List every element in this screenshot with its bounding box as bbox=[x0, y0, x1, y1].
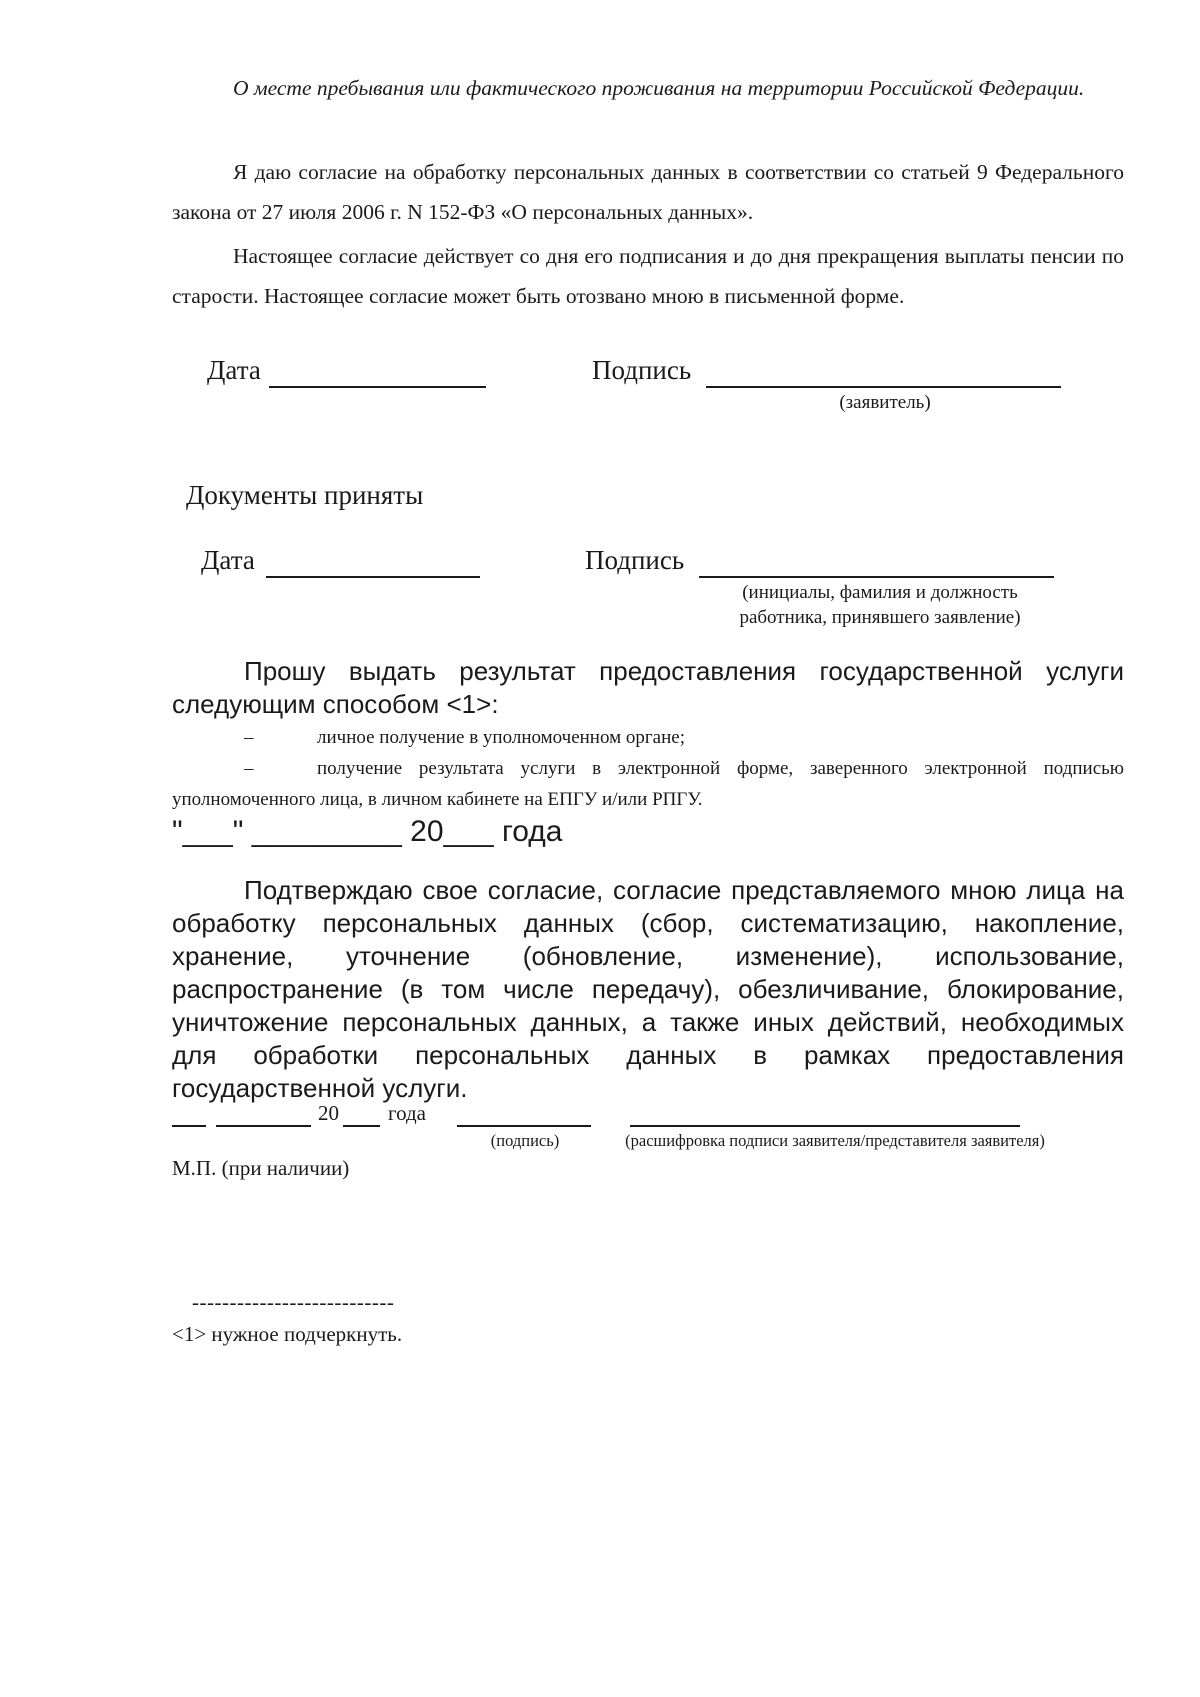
result-option-2 bbox=[172, 753, 1124, 815]
consent-year-prefix: 20 bbox=[318, 1101, 339, 1125]
consent-year-suffix: года bbox=[388, 1101, 426, 1125]
consent-signature-caption: (подпись) bbox=[490, 1131, 560, 1150]
consent-law-paragraph: Я даю согласие на обработку персональных данных в соответствии со статьей 9 Федерального закона от 27 июля 2006 г. N 152-ФЗ «О персональных данных». bbox=[172, 160, 1124, 224]
applicant-caption: (заявитель) bbox=[839, 392, 931, 413]
option-dash: – bbox=[244, 727, 254, 748]
option-dash: – bbox=[244, 758, 254, 779]
consent-decode-caption: (расшифровка подписи заявителя/представителя заявителя) bbox=[625, 1131, 1045, 1150]
footnote-text: <1> нужное подчеркнуть. bbox=[172, 1322, 403, 1346]
accepted-signature-line[interactable] bbox=[699, 576, 1054, 578]
result-option-1 bbox=[172, 722, 1124, 753]
consent-day-line[interactable] bbox=[172, 1125, 206, 1127]
option-text: получение результата услуги в электронной форме, заверенного электронной подписью уполномоченного лица, в личном кабинете на ЕПГУ и/или РПГУ. bbox=[172, 758, 1124, 810]
consent-paragraph: Подтверждаю свое согласие, согласие представляемого мною лица на обработку персональных данных (сбор, систематизацию, накопление, хранение, уточнение (обновление, изменение), использование, распространение (в том числе передачу), обезличивание, блокирование, уничтожение персональных данных, а также иных действий, необходимых для обработки персональных данных в рамках предоставления государственной услуги. bbox=[172, 875, 1124, 1103]
option-text: личное получение в уполномоченном органе; bbox=[317, 727, 685, 748]
applicant-signature-line[interactable] bbox=[706, 386, 1061, 388]
applicant-signature-label: Подпись bbox=[592, 355, 692, 385]
footnote-separator: --------------------------- bbox=[192, 1290, 395, 1314]
consent-validity-paragraph: Настоящее согласие действует со дня его подписания и до дня прекращения выплаты пенсии по старости. Настоящее согласие может быть отозвано мною в письменной форме. bbox=[172, 244, 1124, 308]
consent-year-line[interactable] bbox=[343, 1125, 380, 1127]
applicant-date-line[interactable] bbox=[269, 386, 486, 388]
applicant-date-label: Дата bbox=[207, 355, 261, 385]
accepted-caption-2: работника, принявшего заявление) bbox=[739, 607, 1021, 628]
stamp-note: М.П. (при наличии) bbox=[172, 1156, 350, 1180]
accepted-date-line[interactable] bbox=[266, 576, 480, 578]
result-request-paragraph: Прошу выдать результат предоставления государственной услуги следующим способом <1>: bbox=[172, 656, 1124, 719]
accepted-caption-1: (инициалы, фамилия и должность bbox=[742, 582, 1018, 603]
consent-signature-line[interactable] bbox=[457, 1125, 591, 1127]
consent-decode-line[interactable] bbox=[630, 1125, 1020, 1127]
consent-month-line[interactable] bbox=[216, 1125, 311, 1127]
accepted-date-label: Дата bbox=[201, 545, 255, 575]
residence-paragraph: О месте пребывания или фактического проживания на территории Российской Федерации. bbox=[233, 76, 1085, 100]
result-date-line: "___" _________ 20___ года bbox=[172, 815, 563, 848]
accepted-signature-label: Подпись bbox=[585, 545, 685, 575]
documents-accepted-heading: Документы приняты bbox=[186, 480, 424, 510]
